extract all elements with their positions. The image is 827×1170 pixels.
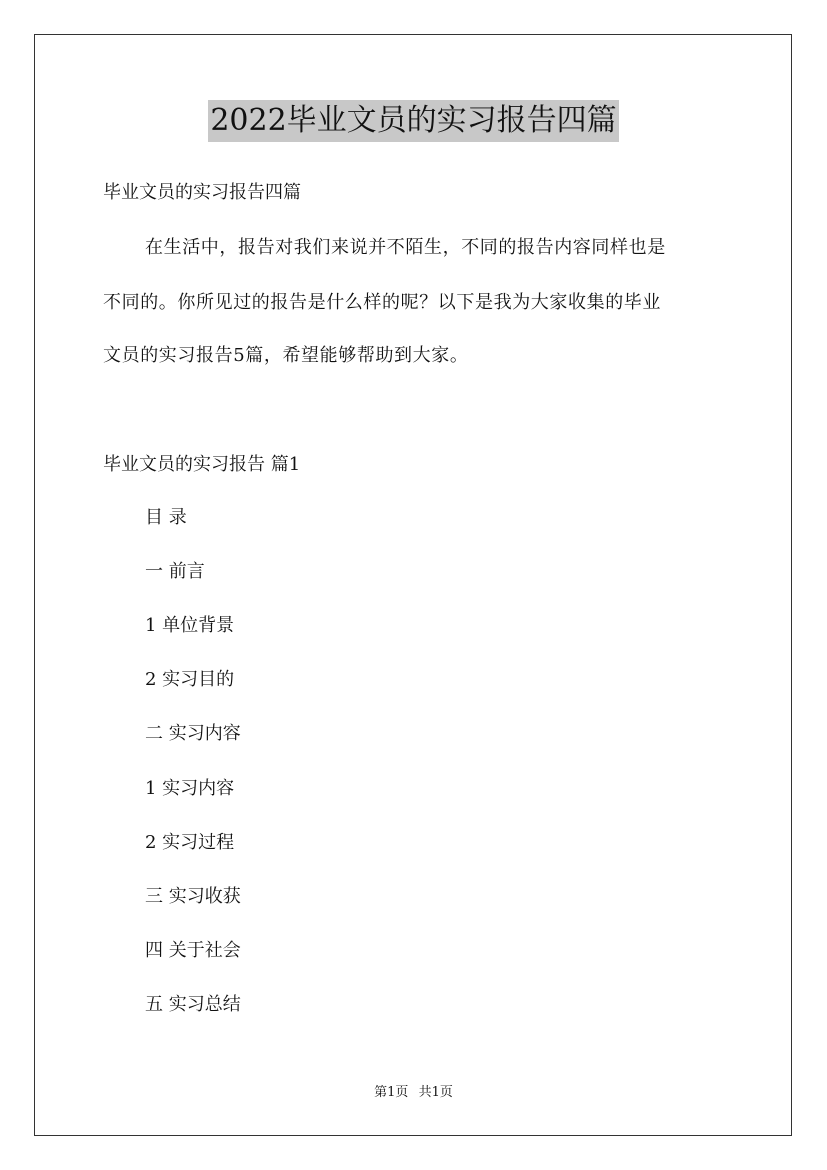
document-subtitle: 毕业文员的实习报告四篇	[103, 182, 301, 203]
toc-item: 2 实习过程	[145, 832, 235, 853]
toc-item: 2 实习目的	[145, 669, 235, 690]
toc-item: 二 实习内容	[145, 723, 241, 744]
toc-item: 五 实习总结	[145, 994, 241, 1015]
page-footer	[0, 1084, 827, 1102]
toc-item: 一 前言	[145, 561, 205, 582]
toc-item: 1 实习内容	[145, 778, 235, 799]
intro-line-1: 在生活中，报告对我们来说并不陌生，不同的报告内容同样也是	[145, 237, 666, 258]
toc-item: 1 单位背景	[145, 615, 235, 636]
toc-item: 目 录	[145, 507, 187, 528]
toc-item: 四 关于社会	[145, 940, 241, 961]
toc-item: 三 实习收获	[145, 886, 241, 907]
page-number: 第1页	[374, 1085, 409, 1100]
title-container	[0, 100, 827, 142]
intro-line-2: 不同的。你所见过的报告是什么样的呢？以下是我为大家收集的毕业	[103, 292, 661, 313]
intro-line-3: 文员的实习报告5篇，希望能够帮助到大家。	[103, 345, 469, 366]
document-title: 2022毕业文员的实习报告四篇	[208, 100, 618, 142]
page-total: 共1页	[418, 1085, 453, 1100]
section-heading: 毕业文员的实习报告 篇1	[103, 454, 301, 475]
